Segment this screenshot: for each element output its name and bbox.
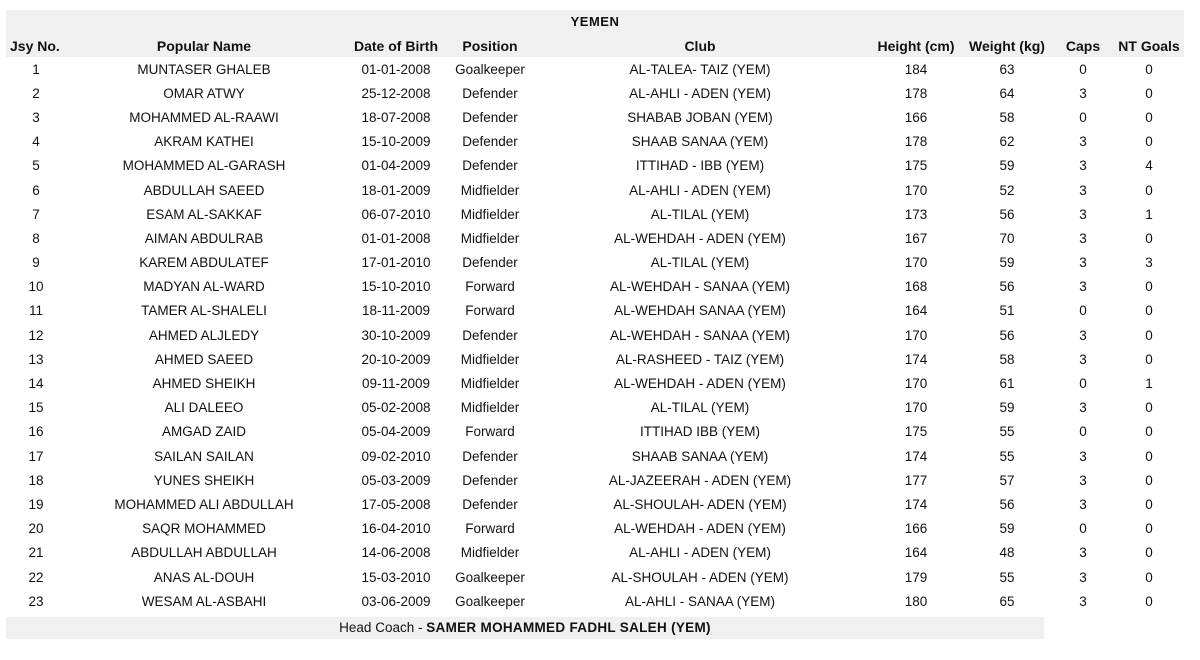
cell-caps: 3 <box>1079 569 1087 585</box>
cell-weight: 63 <box>999 61 1015 77</box>
cell-name: AMGAD ZAID <box>161 424 246 440</box>
cell-caps: 3 <box>1079 400 1087 416</box>
cell-name: OMAR ATWY <box>163 85 245 101</box>
table-row <box>6 444 1184 468</box>
table-row <box>6 251 1184 275</box>
cell-dob: 06-07-2010 <box>361 206 431 222</box>
cell-name: MUNTASER GHALEB <box>137 61 271 77</box>
cell-club: SHABAB JOBAN (YEM) <box>627 109 773 125</box>
cell-goals: 1 <box>1145 206 1153 222</box>
cell-caps: 3 <box>1079 472 1087 488</box>
cell-name: SAQR MOHAMMED <box>142 521 266 537</box>
cell-name: AHMED SAEED <box>154 351 254 367</box>
cell-position: Defender <box>462 85 518 101</box>
cell-name: MOHAMMED AL-RAAWI <box>129 109 279 125</box>
cell-jsy: 1 <box>32 61 40 77</box>
table-row <box>6 202 1184 226</box>
cell-dob: 18-11-2009 <box>361 303 431 319</box>
table-row <box>6 396 1184 420</box>
cell-position: Defender <box>462 158 518 174</box>
cell-name: ESAM AL-SAKKAF <box>146 206 262 222</box>
cell-jsy: 21 <box>28 545 44 561</box>
cell-weight: 58 <box>999 351 1015 367</box>
cell-position: Goalkeeper <box>455 569 525 585</box>
cell-goals: 0 <box>1145 303 1153 319</box>
cell-club: AL-AHLI - SANAA (YEM) <box>624 593 776 609</box>
cell-goals: 0 <box>1145 279 1153 295</box>
cell-caps: 0 <box>1079 303 1087 319</box>
cell-position: Defender <box>462 134 518 150</box>
table-row <box>6 492 1184 516</box>
cell-dob: 01-04-2009 <box>361 158 431 174</box>
cell-jsy: 3 <box>32 109 40 125</box>
cell-goals: 0 <box>1145 545 1153 561</box>
column-header-club: Club <box>530 34 870 57</box>
cell-weight: 64 <box>999 85 1015 101</box>
cell-goals: 1 <box>1145 376 1153 392</box>
cell-height: 174 <box>904 351 928 367</box>
cell-jsy: 22 <box>28 569 44 585</box>
cell-caps: 0 <box>1079 424 1087 440</box>
cell-weight: 59 <box>999 158 1015 174</box>
table-header-row <box>6 34 1184 57</box>
cell-height: 170 <box>904 182 928 198</box>
cell-height: 164 <box>904 303 928 319</box>
cell-dob: 18-07-2008 <box>361 109 431 125</box>
cell-club: AL-WEHDAH - SANAA (YEM) <box>609 327 791 343</box>
cell-height: 177 <box>904 472 928 488</box>
cell-weight: 56 <box>999 279 1015 295</box>
table-row <box>6 130 1184 154</box>
head-coach-name: SAMER MOHAMMED FADHL SALEH (YEM) <box>426 620 711 635</box>
cell-dob: 17-05-2008 <box>361 496 431 512</box>
cell-caps: 3 <box>1079 545 1087 561</box>
column-header-dob: Date of Birth <box>342 34 450 57</box>
cell-weight: 55 <box>999 569 1015 585</box>
cell-dob: 09-11-2009 <box>361 376 431 392</box>
cell-height: 164 <box>904 545 928 561</box>
cell-jsy: 7 <box>32 206 40 222</box>
cell-club: AL-TALEA- TAIZ (YEM) <box>629 61 771 77</box>
cell-weight: 59 <box>999 400 1015 416</box>
table-row <box>6 565 1184 589</box>
cell-caps: 3 <box>1079 351 1087 367</box>
cell-weight: 52 <box>999 182 1015 198</box>
cell-dob: 15-10-2009 <box>361 134 431 150</box>
cell-name: ABDULLAH SAEED <box>143 182 265 198</box>
cell-position: Defender <box>462 448 518 464</box>
cell-name: AHMED SHEIKH <box>152 376 256 392</box>
cell-goals: 0 <box>1145 85 1153 101</box>
cell-name: SAILAN SAILAN <box>154 448 254 464</box>
column-header-caps: Caps <box>1052 34 1114 57</box>
cell-jsy: 10 <box>28 279 44 295</box>
cell-jsy: 15 <box>28 400 44 416</box>
cell-weight: 51 <box>999 303 1015 319</box>
cell-position: Midfielder <box>460 351 520 367</box>
cell-club: AL-TILAL (YEM) <box>650 255 750 271</box>
cell-caps: 0 <box>1079 521 1087 537</box>
cell-dob: 01-01-2008 <box>361 61 431 77</box>
cell-dob: 18-01-2009 <box>361 182 431 198</box>
cell-name: ANAS AL-DOUH <box>153 569 255 585</box>
team-title: YEMEN <box>6 10 1184 34</box>
table-row <box>6 299 1184 323</box>
cell-name: MOHAMMED ALI ABDULLAH <box>114 496 294 512</box>
cell-position: Forward <box>465 279 515 295</box>
cell-height: 174 <box>904 496 928 512</box>
table-row <box>6 57 1184 81</box>
cell-height: 178 <box>904 85 928 101</box>
cell-caps: 3 <box>1079 279 1087 295</box>
cell-height: 168 <box>904 279 928 295</box>
cell-club: ITTIHAD IBB (YEM) <box>639 424 760 440</box>
cell-caps: 3 <box>1079 496 1087 512</box>
cell-goals: 0 <box>1145 134 1153 150</box>
cell-position: Forward <box>465 303 515 319</box>
cell-goals: 0 <box>1145 521 1153 537</box>
column-header-position: Position <box>450 34 530 57</box>
cell-weight: 65 <box>999 593 1015 609</box>
cell-goals: 0 <box>1145 109 1153 125</box>
cell-position: Defender <box>462 496 518 512</box>
cell-club: AL-WEHDAH - SANAA (YEM) <box>609 279 791 295</box>
table-row <box>6 226 1184 250</box>
table-row <box>6 275 1184 299</box>
column-header-height: Height (cm) <box>870 34 962 57</box>
cell-name: AKRAM KATHEI <box>154 134 254 150</box>
cell-jsy: 6 <box>32 182 40 198</box>
cell-caps: 3 <box>1079 134 1087 150</box>
cell-dob: 30-10-2009 <box>361 327 431 343</box>
cell-position: Forward <box>465 521 515 537</box>
cell-jsy: 9 <box>32 255 40 271</box>
cell-goals: 0 <box>1145 496 1153 512</box>
table-row <box>6 154 1184 178</box>
cell-weight: 59 <box>999 521 1015 537</box>
cell-name: AIMAN ABDULRAB <box>144 230 264 246</box>
cell-height: 166 <box>904 109 928 125</box>
cell-caps: 3 <box>1079 206 1087 222</box>
head-coach-label: Head Coach - <box>339 620 427 635</box>
table-row <box>6 589 1184 613</box>
cell-name: MOHAMMED AL-GARASH <box>122 158 286 174</box>
cell-height: 175 <box>904 158 928 174</box>
cell-caps: 0 <box>1079 109 1087 125</box>
cell-position: Goalkeeper <box>455 593 525 609</box>
cell-caps: 3 <box>1079 327 1087 343</box>
cell-name: YUNES SHEIKH <box>153 472 255 488</box>
cell-club: AL-AHLI - ADEN (YEM) <box>629 545 771 561</box>
cell-name: AHMED ALJLEDY <box>148 327 260 343</box>
cell-dob: 15-10-2010 <box>361 279 431 295</box>
cell-dob: 05-02-2008 <box>361 400 431 416</box>
cell-jsy: 19 <box>28 496 44 512</box>
cell-dob: 17-01-2010 <box>361 255 431 271</box>
cell-position: Defender <box>462 109 518 125</box>
cell-weight: 56 <box>999 327 1015 343</box>
cell-dob: 15-03-2010 <box>361 569 431 585</box>
cell-dob: 05-03-2009 <box>361 472 431 488</box>
cell-weight: 48 <box>999 545 1015 561</box>
cell-height: 180 <box>904 593 928 609</box>
cell-height: 170 <box>904 376 928 392</box>
cell-name: KAREM ABDULATEF <box>139 255 269 271</box>
cell-dob: 14-06-2008 <box>361 545 431 561</box>
cell-caps: 0 <box>1079 61 1087 77</box>
cell-jsy: 23 <box>28 593 44 609</box>
cell-jsy: 20 <box>28 521 44 537</box>
cell-club: AL-WEHDAH SANAA (YEM) <box>614 303 786 319</box>
cell-goals: 3 <box>1145 255 1153 271</box>
cell-club: AL-RASHEED - TAIZ (YEM) <box>615 351 785 367</box>
table-row <box>6 420 1184 444</box>
cell-position: Defender <box>462 327 518 343</box>
cell-position: Goalkeeper <box>455 61 525 77</box>
table-row <box>6 468 1184 492</box>
cell-weight: 61 <box>999 376 1015 392</box>
table-row <box>6 105 1184 129</box>
cell-goals: 0 <box>1145 351 1153 367</box>
cell-caps: 3 <box>1079 448 1087 464</box>
column-header-name: Popular Name <box>66 34 342 57</box>
cell-position: Midfielder <box>460 182 520 198</box>
cell-height: 174 <box>904 448 928 464</box>
cell-weight: 57 <box>999 472 1015 488</box>
cell-caps: 3 <box>1079 593 1087 609</box>
cell-club: AL-SHOULAH- ADEN (YEM) <box>613 496 787 512</box>
cell-jsy: 5 <box>32 158 40 174</box>
cell-jsy: 18 <box>28 472 44 488</box>
cell-position: Midfielder <box>460 230 520 246</box>
cell-goals: 0 <box>1145 448 1153 464</box>
cell-goals: 4 <box>1145 158 1153 174</box>
cell-height: 178 <box>904 134 928 150</box>
cell-weight: 56 <box>999 496 1015 512</box>
table-row <box>6 541 1184 565</box>
cell-goals: 0 <box>1145 230 1153 246</box>
table-row <box>6 371 1184 395</box>
cell-dob: 16-04-2010 <box>361 521 431 537</box>
cell-height: 179 <box>904 569 928 585</box>
cell-dob: 20-10-2009 <box>361 351 431 367</box>
cell-caps: 0 <box>1079 376 1087 392</box>
cell-goals: 0 <box>1145 400 1153 416</box>
cell-club: AL-AHLI - ADEN (YEM) <box>629 85 771 101</box>
cell-jsy: 17 <box>28 448 44 464</box>
cell-height: 166 <box>904 521 928 537</box>
cell-goals: 0 <box>1145 61 1153 77</box>
cell-jsy: 11 <box>28 303 43 319</box>
roster-table <box>6 34 1184 613</box>
table-row <box>6 347 1184 371</box>
cell-weight: 70 <box>999 230 1015 246</box>
table-row <box>6 178 1184 202</box>
cell-club: AL-SHOULAH - ADEN (YEM) <box>611 569 789 585</box>
cell-dob: 03-06-2009 <box>361 593 431 609</box>
cell-height: 184 <box>904 61 928 77</box>
cell-club: AL-TILAL (YEM) <box>650 206 750 222</box>
cell-weight: 58 <box>999 109 1015 125</box>
cell-position: Defender <box>462 255 518 271</box>
cell-goals: 0 <box>1145 569 1153 585</box>
cell-position: Midfielder <box>460 376 520 392</box>
cell-dob: 25-12-2008 <box>361 85 431 101</box>
cell-height: 175 <box>904 424 928 440</box>
roster-body <box>6 57 1184 613</box>
column-header-weight: Weight (kg) <box>962 34 1052 57</box>
cell-goals: 0 <box>1145 424 1153 440</box>
cell-weight: 56 <box>999 206 1015 222</box>
cell-jsy: 12 <box>28 327 44 343</box>
cell-weight: 59 <box>999 255 1015 271</box>
cell-club: AL-WEHDAH - ADEN (YEM) <box>614 230 786 246</box>
head-coach-bar <box>6 617 1044 639</box>
cell-club: SHAAB SANAA (YEM) <box>631 134 769 150</box>
column-header-goals: NT Goals <box>1114 34 1184 57</box>
cell-caps: 3 <box>1079 182 1087 198</box>
cell-name: ABDULLAH ABDULLAH <box>131 545 277 561</box>
cell-height: 170 <box>904 400 928 416</box>
cell-dob: 01-01-2008 <box>361 230 431 246</box>
cell-goals: 0 <box>1145 182 1153 198</box>
cell-height: 167 <box>904 230 928 246</box>
table-row <box>6 81 1184 105</box>
cell-jsy: 16 <box>28 424 44 440</box>
cell-caps: 3 <box>1079 158 1087 174</box>
table-row <box>6 323 1184 347</box>
cell-weight: 62 <box>999 134 1015 150</box>
cell-goals: 0 <box>1145 472 1153 488</box>
cell-name: TAMER AL-SHALELI <box>141 303 267 319</box>
cell-position: Forward <box>465 424 515 440</box>
cell-club: ITTIHAD - IBB (YEM) <box>635 158 765 174</box>
cell-jsy: 4 <box>32 134 40 150</box>
cell-jsy: 13 <box>28 351 44 367</box>
cell-weight: 55 <box>999 448 1015 464</box>
cell-goals: 0 <box>1145 327 1153 343</box>
cell-club: SHAAB SANAA (YEM) <box>631 448 769 464</box>
cell-club: AL-TILAL (YEM) <box>650 400 750 416</box>
cell-weight: 55 <box>999 424 1015 440</box>
cell-name: ALI DALEEO <box>164 400 244 416</box>
cell-jsy: 8 <box>32 230 40 246</box>
cell-name: MADYAN AL-WARD <box>143 279 265 295</box>
cell-height: 173 <box>904 206 928 222</box>
cell-name: WESAM AL-ASBAHI <box>141 593 267 609</box>
cell-height: 170 <box>904 327 928 343</box>
cell-dob: 09-02-2010 <box>361 448 431 464</box>
cell-jsy: 2 <box>32 85 40 101</box>
cell-caps: 3 <box>1079 230 1087 246</box>
table-row <box>6 517 1184 541</box>
cell-jsy: 14 <box>28 376 44 392</box>
cell-position: Midfielder <box>460 400 520 416</box>
cell-goals: 0 <box>1145 593 1153 609</box>
cell-caps: 3 <box>1079 85 1087 101</box>
cell-position: Midfielder <box>460 206 520 222</box>
cell-club: AL-WEHDAH - ADEN (YEM) <box>614 376 786 392</box>
cell-dob: 05-04-2009 <box>361 424 431 440</box>
cell-position: Midfielder <box>460 545 520 561</box>
cell-club: AL-JAZEERAH - ADEN (YEM) <box>608 472 792 488</box>
column-header-jsy: Jsy No. <box>6 34 66 57</box>
cell-height: 170 <box>904 255 928 271</box>
cell-club: AL-WEHDAH - ADEN (YEM) <box>614 521 786 537</box>
cell-club: AL-AHLI - ADEN (YEM) <box>629 182 771 198</box>
cell-position: Defender <box>462 472 518 488</box>
cell-caps: 3 <box>1079 255 1087 271</box>
